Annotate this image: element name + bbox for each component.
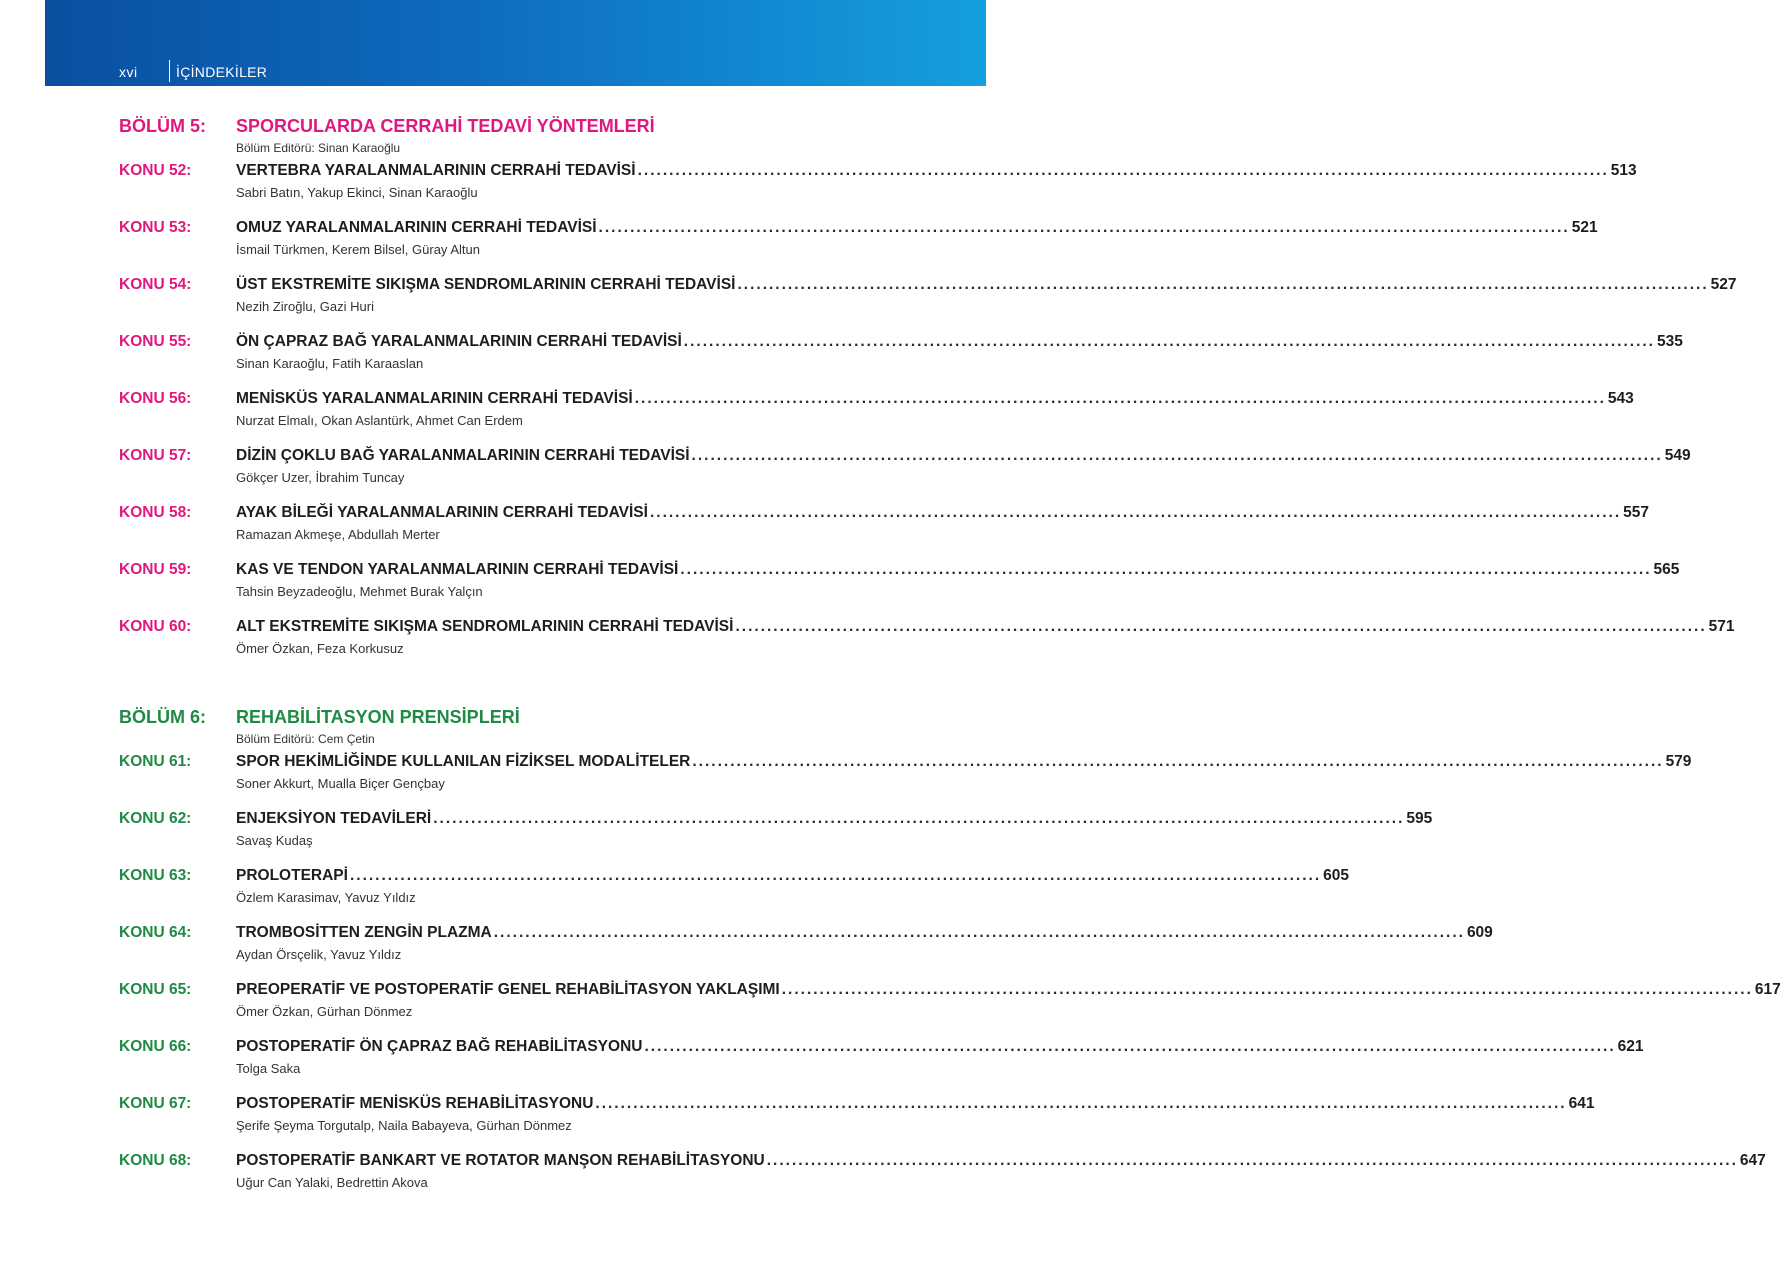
topic-authors: Nurzat Elmalı, Okan Aslantürk, Ahmet Can Erdem <box>236 413 523 428</box>
topic-title[interactable]: PREOPERATİF VE POSTOPERATİF GENEL REHABİLİTASYON YAKLAŞIMI <box>236 981 780 998</box>
topic-label: KONU 56: <box>119 390 192 407</box>
topic-title[interactable]: DİZİN ÇOKLU BAĞ YARALANMALARININ CERRAHİ TEDAVİSİ <box>236 447 690 464</box>
topic-title[interactable]: ENJEKSİYON TEDAVİLERİ <box>236 810 432 827</box>
toc-entry[interactable] <box>119 447 1691 504</box>
topic-title[interactable]: ÖN ÇAPRAZ BAĞ YARALANMALARININ CERRAHİ TEDAVİSİ <box>236 333 682 350</box>
section-header <box>119 116 894 162</box>
toc-entry[interactable] <box>119 1038 1644 1095</box>
page-ref[interactable]: 527 <box>1710 276 1737 293</box>
toc-entry[interactable] <box>119 333 1683 390</box>
toc-entry[interactable] <box>119 162 1637 219</box>
page-ref[interactable]: 557 <box>1623 504 1650 521</box>
toc-entries <box>119 162 1737 675</box>
topic-title[interactable]: SPOR HEKİMLİĞİNDE KULLANILAN FİZİKSEL MODALİTELER <box>236 753 691 770</box>
topic-title[interactable]: TROMBOSİTTEN ZENGİN PLAZMA <box>236 924 492 941</box>
page-ref[interactable]: 571 <box>1708 618 1735 635</box>
topic-label: KONU 59: <box>119 561 192 578</box>
section-5 <box>119 116 1737 675</box>
topic-label: KONU 55: <box>119 333 192 350</box>
leader-dots: .......................................................................................................................................................... <box>433 810 1405 827</box>
leader-dots: .......................................................................................................................................................... <box>644 1038 1616 1055</box>
topic-authors: Şerife Şeyma Torgutalp, Naila Babayeva, Gürhan Dönmez <box>236 1118 572 1133</box>
page-ref[interactable]: 535 <box>1656 333 1683 350</box>
toc-entry[interactable] <box>119 618 1735 675</box>
topic-label: KONU 57: <box>119 447 192 464</box>
page-ref[interactable]: 565 <box>1653 561 1680 578</box>
topic-title[interactable]: OMUZ YARALANMALARININ CERRAHİ TEDAVİSİ <box>236 219 597 236</box>
topic-authors: Uğur Can Yalaki, Bedrettin Akova <box>236 1175 428 1190</box>
topic-label: KONU 52: <box>119 162 192 179</box>
topic-label: KONU 67: <box>119 1095 192 1112</box>
topic-authors: İsmail Türkmen, Kerem Bilsel, Güray Altun <box>236 242 480 257</box>
topic-title[interactable]: POSTOPERATİF ÖN ÇAPRAZ BAĞ REHABİLİTASYONU <box>236 1038 643 1055</box>
section-6 <box>119 707 1781 1209</box>
toc-entry[interactable] <box>119 867 1350 924</box>
leader-dots: .......................................................................................................................................................... <box>349 867 1322 884</box>
leader-dots: .......................................................................................................................................................... <box>595 1095 1567 1112</box>
topic-title[interactable]: AYAK BİLEĞİ YARALANMALARININ CERRAHİ TEDAVİSİ <box>236 504 648 521</box>
page-ref[interactable]: 605 <box>1323 867 1350 884</box>
toc-entries <box>119 753 1781 1209</box>
section-editor: Bölüm Editörü: Cem Çetin <box>236 732 375 746</box>
topic-authors: Sabri Batın, Yakup Ekinci, Sinan Karaoğlu <box>236 185 478 200</box>
toc-entry[interactable] <box>119 390 1634 447</box>
section-label: BÖLÜM 6: <box>119 707 206 727</box>
section-label: BÖLÜM 5: <box>119 116 206 136</box>
topic-authors: Özlem Karasimav, Yavuz Yıldız <box>236 890 416 905</box>
topic-label: KONU 66: <box>119 1038 192 1055</box>
topic-title[interactable]: POSTOPERATİF BANKART VE ROTATOR MANŞON REHABİLİTASYONU <box>236 1152 765 1169</box>
page-ref[interactable]: 579 <box>1665 753 1692 770</box>
leader-dots: .......................................................................................................................................................... <box>683 333 1655 350</box>
toc-entry[interactable] <box>119 276 1737 333</box>
page-ref[interactable]: 609 <box>1466 924 1493 941</box>
topic-label: KONU 53: <box>119 219 192 236</box>
leader-dots: .......................................................................................................................................................... <box>766 1152 1738 1169</box>
section-editor: Bölüm Editörü: Sinan Karaoğlu <box>236 141 401 155</box>
topic-label: KONU 61: <box>119 753 192 770</box>
topic-authors: Soner Akkurt, Mualla Biçer Gençbay <box>236 776 445 791</box>
leader-dots: .......................................................................................................................................................... <box>692 753 1664 770</box>
leader-dots: .......................................................................................................................................................... <box>649 504 1622 521</box>
topic-label: KONU 58: <box>119 504 192 521</box>
topic-title[interactable]: ALT EKSTREMİTE SIKIŞMA SENDROMLARININ CERRAHİ TEDAVİSİ <box>236 618 734 635</box>
topic-label: KONU 64: <box>119 924 192 941</box>
leader-dots: .......................................................................................................................................................... <box>598 219 1570 236</box>
topic-title[interactable]: MENİSKÜS YARALANMALARININ CERRAHİ TEDAVİSİ <box>236 390 633 407</box>
topic-authors: Tolga Saka <box>236 1061 301 1076</box>
leader-dots: .......................................................................................................................................................... <box>637 162 1609 179</box>
toc-entry[interactable] <box>119 504 1650 561</box>
section-title: SPORCULARDA CERRAHİ TEDAVİ YÖNTEMLERİ <box>236 116 655 136</box>
section-title: REHABİLİTASYON PRENSİPLERİ <box>236 707 520 727</box>
page-ref[interactable]: 521 <box>1571 219 1598 236</box>
topic-title[interactable]: VERTEBRA YARALANMALARININ CERRAHİ TEDAVİSİ <box>236 162 636 179</box>
topic-authors: Aydan Örsçelik, Yavuz Yıldız <box>236 947 402 962</box>
toc-entry[interactable] <box>119 981 1781 1038</box>
topic-title[interactable]: ÜST EKSTREMİTE SIKIŞMA SENDROMLARININ CERRAHİ TEDAVİSİ <box>236 276 736 293</box>
leader-dots: .......................................................................................................................................................... <box>735 618 1707 635</box>
topic-authors: Nezih Ziroğlu, Gazi Huri <box>236 299 374 314</box>
toc-entry[interactable] <box>119 219 1598 276</box>
header-band <box>45 0 986 86</box>
running-title: İÇİNDEKİLER <box>176 64 268 80</box>
topic-title[interactable]: KAS VE TENDON YARALANMALARININ CERRAHİ TEDAVİSİ <box>236 561 679 578</box>
toc-entry[interactable] <box>119 753 1692 810</box>
leader-dots: .......................................................................................................................................................... <box>691 447 1663 464</box>
toc-entry[interactable] <box>119 1095 1595 1152</box>
toc-entry[interactable] <box>119 810 1433 867</box>
topic-authors: Ömer Özkan, Gürhan Dönmez <box>236 1004 413 1019</box>
leader-dots: .......................................................................................................................................................... <box>680 561 1652 578</box>
page-ref[interactable]: 549 <box>1664 447 1691 464</box>
topic-authors: Savaş Kudaş <box>236 833 313 848</box>
topic-authors: Tahsin Beyzadeoğlu, Mehmet Burak Yalçın <box>236 584 483 599</box>
topic-authors: Ömer Özkan, Feza Korkusuz <box>236 641 404 656</box>
leader-dots: .......................................................................................................................................................... <box>737 276 1709 293</box>
topic-label: KONU 65: <box>119 981 192 998</box>
topic-title[interactable]: POSTOPERATİF MENİSKÜS REHABİLİTASYONU <box>236 1095 594 1112</box>
toc-entry[interactable] <box>119 1152 1766 1209</box>
page-ref[interactable]: 543 <box>1607 390 1634 407</box>
page-number: xvi <box>119 64 138 80</box>
page-ref[interactable]: 647 <box>1739 1152 1766 1169</box>
topic-authors: Gökçer Uzer, İbrahim Tuncay <box>236 470 405 485</box>
topic-label: KONU 63: <box>119 867 192 884</box>
topic-authors: Ramazan Akmeşe, Abdullah Merter <box>236 527 440 542</box>
topic-title[interactable]: PROLOTERAPİ <box>236 867 348 884</box>
page-ref[interactable]: 617 <box>1754 981 1781 998</box>
section-header <box>119 707 894 753</box>
topic-label: KONU 62: <box>119 810 192 827</box>
topic-label: KONU 68: <box>119 1152 192 1169</box>
header-separator <box>169 60 170 82</box>
leader-dots: .......................................................................................................................................................... <box>781 981 1753 998</box>
page-ref[interactable]: 641 <box>1568 1095 1595 1112</box>
toc-entry[interactable] <box>119 924 1493 981</box>
leader-dots: .......................................................................................................................................................... <box>634 390 1606 407</box>
toc-entry[interactable] <box>119 561 1680 618</box>
topic-label: KONU 60: <box>119 618 192 635</box>
page-ref[interactable]: 595 <box>1406 810 1433 827</box>
leader-dots: .......................................................................................................................................................... <box>493 924 1465 941</box>
topic-label: KONU 54: <box>119 276 192 293</box>
topic-authors: Sinan Karaoğlu, Fatih Karaaslan <box>236 356 424 371</box>
page-ref[interactable]: 513 <box>1610 162 1637 179</box>
page-ref[interactable]: 621 <box>1617 1038 1644 1055</box>
